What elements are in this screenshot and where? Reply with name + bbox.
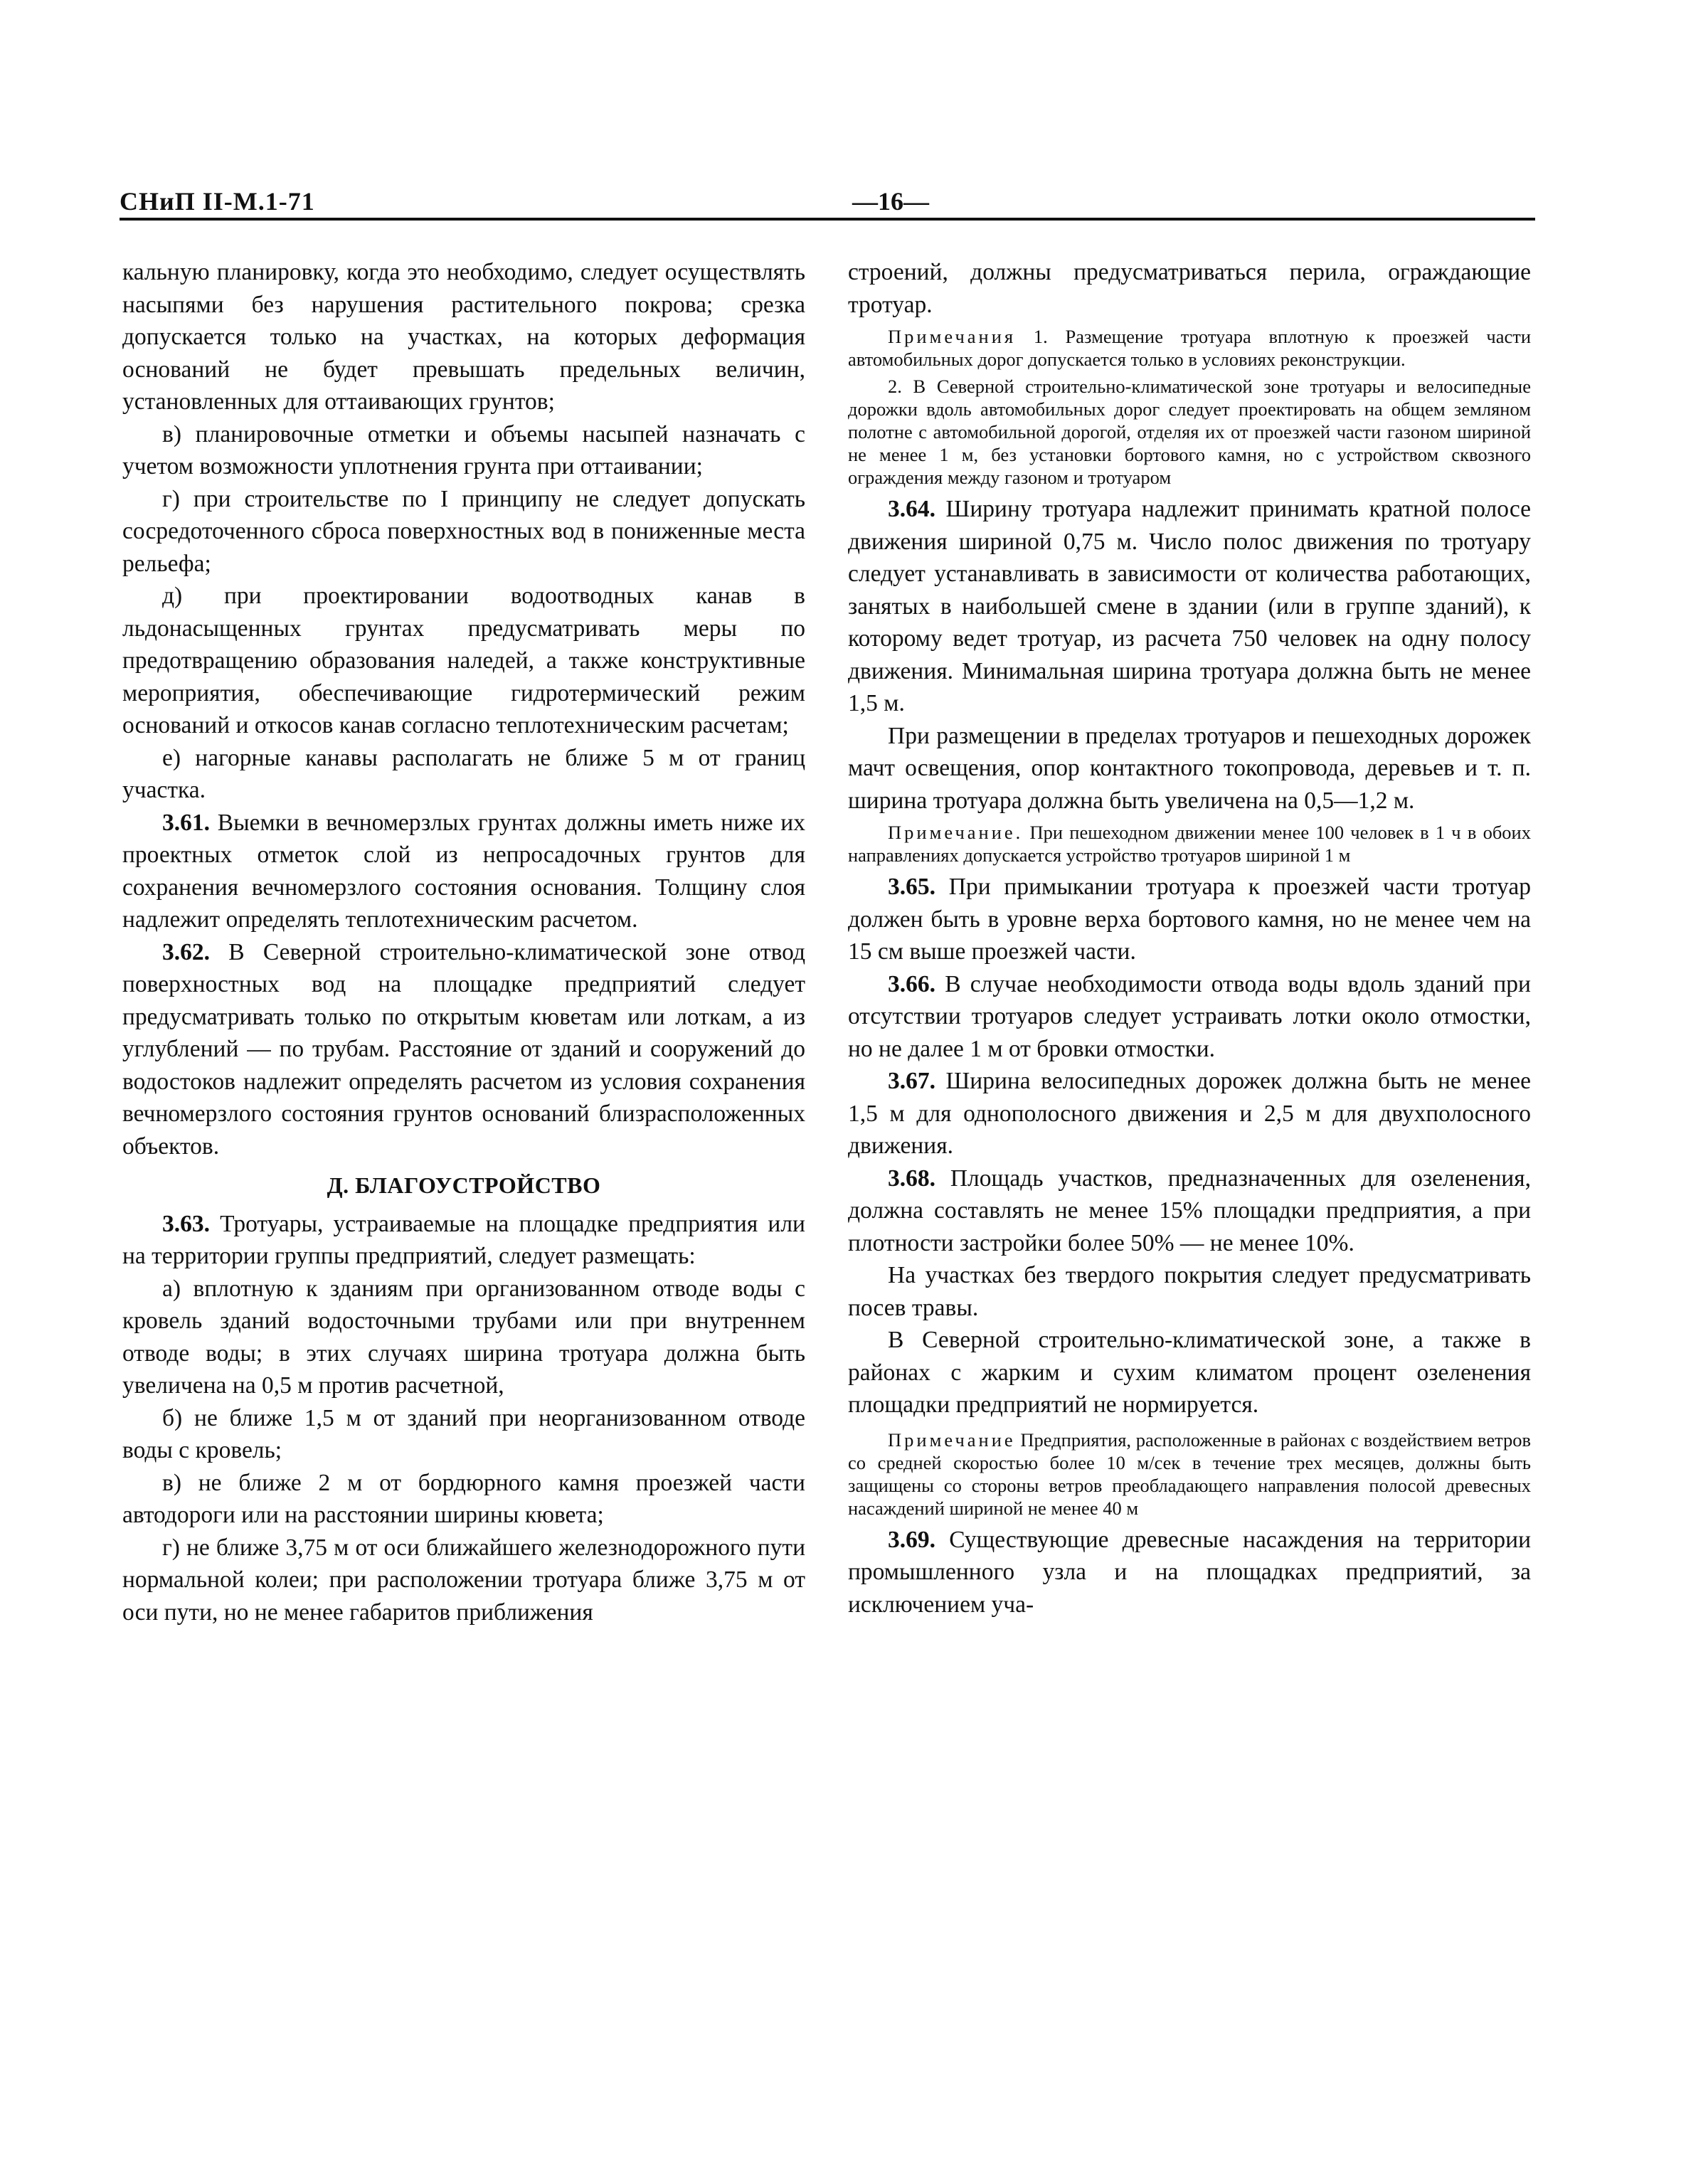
section-3-68	[848, 1162, 1531, 1260]
section-number: 3.68.	[888, 1165, 935, 1192]
section-text: В случае необходимости отвода воды вдоль зданий при отсутствии тротуаров следует устраивать лотки около отмостки, но не далее 1 м от бровки отмостки.	[848, 970, 1531, 1062]
section-text: Ширина велосипедных дорожек должна быть не менее 1,5 м для однополосного движения и 2,5 м для двухполосного движения.	[848, 1068, 1531, 1159]
list-item: г) при строительстве по I принципу не следует допускать сосредоточенного сброса поверхностных вод в пониженные места рельефа;	[122, 485, 805, 577]
section-number: 3.62.	[162, 938, 210, 965]
note-label: Примечание.	[888, 822, 1024, 843]
note	[848, 821, 1531, 866]
section-text: Ширину тротуара надлежит принимать кратной полосе движения шириной 0,75 м. Число полос движения по тротуару следует устанавливать в зависимости от количества работающих, занятых в наибольшей смене в здании (или в группе зданий), к которому ведет тротуар, из расчета 750 человек на одну полосу движения. Минимальная ширина тротуара должна быть не менее 1,5 м.	[848, 496, 1531, 716]
paragraph: При размещении в пределах тротуаров и пешеходных дорожек мачт освещения, опор контактного токопровода, деревьев и т. п. ширина тротуара должна быть увеличена на 0,5—1,2 м.	[848, 722, 1531, 814]
section-number: 3.61.	[162, 809, 210, 836]
list-item: б) не ближе 1,5 м от зданий при неорганизованном отводе воды с кровель;	[122, 1404, 805, 1463]
section-3-66	[848, 968, 1531, 1066]
paragraph: В Северной строительно-климатической зоне, а также в районах с жарким и сухим климатом процент озеленения площадки предприятий не нормируется.	[848, 1327, 1531, 1418]
section-text: В Северной строительно-климатической зоне отвод поверхностных вод на площадке предприятий следует предусматривать только по открытым кюветам или лоткам, а из углублений — по трубам. Расстояние от зданий и сооружений до водостоков надлежит определять расчетом из условия сохранения вечномерзлого состояния грунтов оснований близрасположенных объектов.	[122, 938, 805, 1160]
list-item: в) не ближе 2 м от бордюрного камня проезжей части автодороги или на расстоянии ширины кювета;	[122, 1469, 805, 1528]
paragraph: кальную планировку, когда это необходимо, следует осуществлять насыпями без нарушения растительного покрова; срезка допускается только на участках, на которых деформация оснований не будет превышать предельных величин, установленных для оттаивающих грунтов;	[122, 259, 805, 415]
left-column	[122, 256, 805, 1628]
note	[848, 1428, 1531, 1520]
list-item: е) нагорные канавы располагать не ближе 5 м от границ участка.	[122, 744, 805, 803]
list-item: а) вплотную к зданиям при организованном отводе воды с кровель зданий водосточными трубами или при внутреннем отводе воды; в этих случаях ширина тротуара должна быть увеличена на 0,5 м против расчетной,	[122, 1275, 805, 1399]
header-rule	[120, 218, 1535, 221]
section-3-64	[848, 493, 1531, 720]
list-item: г) не ближе 3,75 м от оси ближайшего железнодорожного пути нормальной колеи; при расположении тротуара ближе 3,75 м от оси пути, но не менее габаритов приближения	[122, 1534, 805, 1626]
section-text: Площадь участков, предназначенных для озеленения, должна составлять не менее 15% площадки предприятия, а при плотности застройки более 50% — не менее 10%.	[848, 1165, 1531, 1256]
paragraph: строений, должны предусматриваться перила, ограждающие тротуар.	[848, 259, 1531, 318]
list-item: в) планировочные отметки и объемы насыпей назначать с учетом возможности уплотнения грунта при оттаивании;	[122, 420, 805, 479]
section-3-63	[122, 1208, 805, 1273]
section-number: 3.64.	[888, 496, 935, 522]
list-item: д) при проектировании водоотводных канав в льдонасыщенных грунтах предусматривать меры по предотвращению образования наледей, а также конструктивные мероприятия, обеспечивающие гидротермический режим оснований и откосов канав согласно теплотехническим расчетам;	[122, 583, 805, 738]
section-3-67	[848, 1065, 1531, 1162]
section-text: Тротуары, устраиваемые на площадке предприятия или на территории группы предприятий, следует размещать:	[122, 1210, 805, 1269]
note	[848, 325, 1531, 371]
note-label: Примечание	[888, 1428, 1016, 1451]
note: 2. В Северной строительно-климатической зоне тротуары и велосипедные дорожки вдоль автомобильных дорог следует проектировать на общем земляном полотне с автомобильной дорогой, отделяя их от проезжей части газоном шириной не менее 1 м, без установки бортового камня, но с устройством сквозного ограждения между газоном и тротуаром	[848, 376, 1531, 488]
note-label: Примечания	[888, 326, 1017, 347]
section-text: При примыкании тротуара к проезжей части тротуар должен быть в уровне верха бортового камня, но не менее чем на 15 см выше проезжей части.	[848, 874, 1531, 965]
paragraph: На участках без твердого покрытия следует предусматривать посев травы.	[848, 1262, 1531, 1321]
right-column	[848, 256, 1531, 1621]
section-number: 3.67.	[888, 1068, 935, 1094]
section-number: 3.65.	[888, 874, 935, 900]
section-text: Выемки в вечномерзлых грунтах должны иметь ниже их проектных отметок слой из непросадочных грунтов для сохранения вечномерзлого состояния основания. Толщину слоя надлежит определять теплотехническим расчетом.	[122, 809, 805, 933]
note-text: 1. Размещение тротуара вплотную к проезжей части автомобильных дорог допускается только в условиях реконструкции.	[848, 326, 1531, 370]
section-3-62	[122, 936, 805, 1163]
note-text: Предприятия, расположенные в районах с воздействием ветров со средней скоростью более 10 м/сек в течение трех месяцев, должны быть защищены со стороны ветров преобладающего направления полосой древесных насаждений шириной не менее 40 м	[848, 1428, 1531, 1519]
section-number: 3.66.	[888, 970, 935, 997]
section-number: 3.63.	[162, 1210, 210, 1237]
page-number: —16—	[852, 187, 929, 216]
section-3-61	[122, 807, 805, 936]
document-code: СНиП II-М.1-71	[120, 187, 315, 216]
section-heading: Д. БЛАГОУСТРОЙСТВО	[327, 1172, 601, 1198]
section-text: Существующие древесные насаждения на территории промышленного узла и на площадках предприятий, за исключением уча-	[848, 1526, 1531, 1618]
section-number: 3.69.	[888, 1526, 935, 1553]
section-3-69	[848, 1524, 1531, 1621]
section-3-65	[848, 871, 1531, 968]
note-text: При пешеходном движении менее 100 человек в 1 ч в обоих направлениях допускается устройство тротуаров шириной 1 м	[848, 822, 1531, 866]
